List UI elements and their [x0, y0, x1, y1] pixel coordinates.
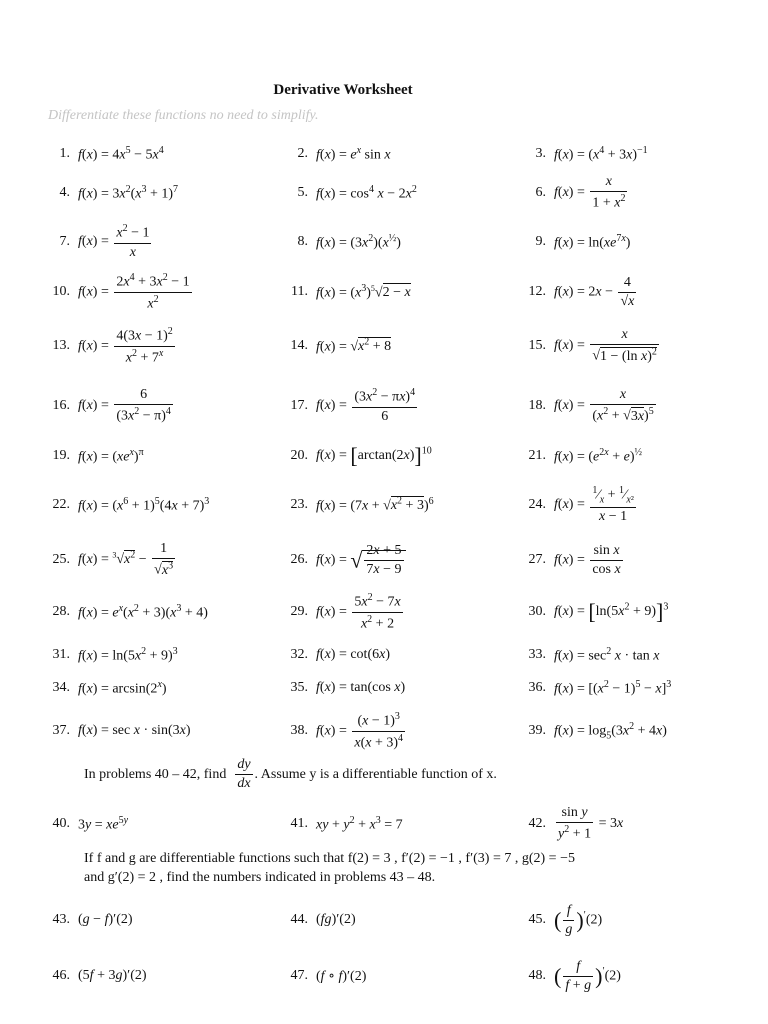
- problem-expression: f(x) = $\frac{4(3x - 1)^2}{x^2 + 7^x}$: [78, 325, 173, 366]
- problem-41: 41. xy + $y^2 + x^3 = 7$: [290, 814, 403, 833]
- problem-1: 1. $f(x) = 4x^5 - 5x^4$: [59, 144, 164, 163]
- problem-expression: $f(x) = (xe^x)^\pi$: [78, 446, 144, 465]
- problem-40: 40. $3y = xe^{5y}$: [52, 814, 129, 833]
- problem-expression: $f(x) = 3x^2(x^3 + 1)^7$: [78, 183, 179, 202]
- problem-39: 39. $f(x) = \log_5(3x^2 + 4x)$: [528, 720, 667, 742]
- problem-33: 33. $f(x) = \sec^2 x \cdot \tan x$: [528, 645, 660, 664]
- problem-7: 7. f(x) = $\frac{x^2 - 1}{x}$: [40, 222, 153, 262]
- problem-expression: $3y = xe^{5y}$: [78, 814, 129, 833]
- problem-expression: $f(x) = e^x(x^2 + 3)(x^3 + 4)$: [78, 602, 208, 621]
- problem-expression: $f(x) = [(x^2 - 1)^5 - x]^3$: [554, 678, 672, 697]
- problem-6: 6. f(x) = $\frac{x}{1 + x^2}$: [516, 173, 629, 213]
- problem-20: 20. $f(x) = [\arctan(2x)]^{10}$: [290, 443, 432, 468]
- problem-45: 45. ( $\frac{f}{g}$ )′(2): [528, 902, 603, 937]
- problem-expression: $f(x) = \sec^2 x \cdot \tan x$: [554, 645, 660, 664]
- problem-expression: f(x) = 2x − $\frac{4}{√x}$: [554, 274, 635, 309]
- problem-expression: $f(x) = e^x$ sin x: [316, 144, 391, 163]
- problem-34: 34. $f(x) = \arcsin(2^x)$: [52, 678, 167, 697]
- given-values-line-2: and g′(2) = 2 , find the numbers indicated in problems 43 – 48.: [84, 870, 436, 885]
- problem-expression: $f(x) = \arcsin(2^x)$: [78, 678, 167, 697]
- problem-expression: f(x) = $\frac{(x - 1)^3}{x(x + 3)^4}$: [316, 710, 404, 751]
- given-values-line-1: If f and g are differentiable functions such that f(2) = 3 , f′(2) = −1 , f′(3) = 7 , g(2) = −5: [84, 851, 575, 866]
- problem-30: 30. $f(x) = [\ln(5x^2 + 9)]^3$: [528, 599, 669, 624]
- problem-expression: f(x) = √ $\frac{2x + 5}{7x - 9}$: [316, 543, 406, 578]
- problem-27: 27. f(x) = $\frac{\text{sin x}}{\text{cos x}}$: [516, 540, 625, 580]
- problem-expression: (g − f)′(2): [78, 912, 133, 927]
- problem-36: 36. $f(x) = [(x^2 - 1)^5 - x]^3$: [528, 678, 672, 697]
- problem-14: 14. $f(x) = √x^2 + 8$: [290, 336, 392, 355]
- problem-expression: (f ∘ f)′(2): [316, 968, 367, 984]
- problem-19: 19. $f(x) = (xe^x)^\pi$: [52, 446, 144, 465]
- problem-expression: ( $\frac{f}{g}$ )′(2): [554, 902, 603, 937]
- problem-expression: $f(x) = \cos^4 x - 2x^2$: [316, 183, 417, 202]
- problem-expression: f(x) = $\frac{(3x^2 - \pi x)^4}{6}$: [316, 387, 416, 424]
- problem-29: 29. f(x) = $\frac{5x^2 - 7x}{x^2 + 2}$: [278, 592, 405, 632]
- problem-17: 17. f(x) = $\frac{(3x^2 - \pi x)^4}{6}$: [278, 386, 419, 426]
- problem-5: 5. $f(x) = \cos^4 x - 2x^2$: [297, 183, 417, 202]
- problem-expression: f(x) = $\frac{x}{√1 - (\ln x)^2}$: [554, 327, 657, 364]
- problem-expression: $f(x) = (e^{2x} + e)^{\frac{1}{2}}$: [554, 446, 642, 465]
- problem-expression: f(x) = $\frac{\text{sin x}}{\text{cos x}}$: [554, 542, 621, 577]
- problem-expression: f(x) = tan(cos x): [316, 680, 406, 695]
- problem-26: 26. f(x) = √ $\frac{2x + 5}{7x - 9}$: [278, 540, 406, 580]
- problem-18: 18. f(x) = $\frac{x}{(x^2 + √3x)^5}$: [516, 386, 658, 426]
- problem-46: 46. (5f + 3g)′(2): [52, 968, 147, 983]
- problem-expression: f(x) = $\frac{2x^4 + 3x^2 - 1}{x^2}$: [78, 271, 190, 312]
- problem-13: 13. f(x) = $\frac{4(3x - 1)^2}{x^2 + 7^x}$: [40, 326, 177, 366]
- problem-44: 44. (fg)′(2): [290, 912, 356, 927]
- problem-expression: (fg)′(2): [316, 912, 356, 927]
- problem-expression: $f(x) = (x^3)^5√2 - x$: [316, 282, 411, 301]
- problem-11: 11. $f(x) = (x^3)^5√2 - x$: [291, 282, 411, 301]
- problem-expression: $f(x) = √x^2 + 8$: [316, 336, 392, 355]
- problem-expression: $f(x) = (x^4 + 3x)^{-1}$: [554, 144, 648, 163]
- problem-35: 35. f(x) = tan(cos x): [290, 680, 406, 695]
- problem-16: 16. f(x) = $\frac{6}{(3x^2 - \pi)^4}$: [40, 386, 175, 426]
- problem-expression: (5f + 3g)′(2): [78, 968, 147, 983]
- problem-expression: f(x) = $\frac{^1⁄_x + ^1⁄_{x^2}}{x - 1}$: [554, 485, 634, 524]
- problem-43: 43. (g − f)′(2): [52, 912, 133, 927]
- implicit-instructions: In problems 40 – 42, find dy dx . Assume y is a differentiable function of x.: [84, 757, 497, 791]
- problem-expression: $f(x) = [\arctan(2x)]^{10}$: [316, 443, 432, 468]
- problem-expression: $f(x) = \ln(5x^2 + 9)^3$: [78, 645, 178, 664]
- problem-expression: $\frac{\text{sin y}}{y^2 + 1}$ = 3x: [558, 805, 624, 842]
- problem-expression: xy + $y^2 + x^3 = 7$: [316, 814, 403, 833]
- problem-expression: $f(x) = 4x^5 - 5x^4$: [78, 144, 164, 163]
- problem-expression: $f(x) = (3x^2)(x^{\frac{1}{2}})$: [316, 232, 401, 251]
- problem-expression: f(x) = $\frac{x}{(x^2 + √3x)^5}$: [554, 387, 654, 424]
- page-title: Derivative Worksheet: [273, 82, 413, 98]
- problem-3: 3. $f(x) = (x^4 + 3x)^{-1}$: [535, 144, 648, 163]
- problem-24: 24. f(x) = $\frac{^1⁄_x + ^1⁄_{x^2}}{x - 1}$: [516, 485, 638, 525]
- problem-47: 47. (f ∘ f)′(2): [290, 968, 367, 984]
- problem-4: 4. $f(x) = 3x^2(x^3 + 1)^7$: [59, 183, 179, 202]
- problem-expression: $f(x) = \log_5(3x^2 + 4x)$: [554, 720, 667, 742]
- problem-32: 32. f(x) = cot(6x): [290, 647, 390, 662]
- problem-38: 38. f(x) = $\frac{(x - 1)^3}{x(x + 3)^4}$: [278, 711, 407, 751]
- problem-42: 42. $\frac{\text{sin y}}{y^2 + 1}$ = 3x: [528, 805, 624, 842]
- problem-15: 15. f(x) = $\frac{x}{√1 - (\ln x)^2}$: [516, 326, 661, 366]
- problem-21: 21. $f(x) = (e^{2x} + e)^{\frac{1}{2}}$: [528, 446, 642, 465]
- problem-expression: $f(x) = (7x + √x^2 + 3)^6$: [316, 495, 434, 514]
- problem-12: 12. f(x) = 2x − $\frac{4}{√x}$: [516, 272, 638, 312]
- problem-expression: f(x) = sec x · sin(3x): [78, 723, 191, 738]
- problem-expression: $f(x) = \ln(xe^{7x})$: [554, 232, 631, 251]
- problem-expression: f(x) = $\frac{5x^2 - 7x}{x^2 + 2}$: [316, 591, 401, 632]
- problem-expression: $f(x) = ^3√x^2$ − $\frac{1}{√x^3}$: [78, 541, 174, 578]
- problem-expression: f(x) = $\frac{x^2 - 1}{x}$: [78, 223, 150, 260]
- problem-2: 2. $f(x) = e^x$ sin x: [297, 144, 391, 163]
- problem-22: 22. $f(x) = (x^6 + 1)^5(4x + 7)^3$: [52, 495, 210, 514]
- problem-37: 37. f(x) = sec x · sin(3x): [52, 723, 191, 738]
- problem-9: 9. $f(x) = \ln(xe^{7x})$: [535, 232, 631, 251]
- problem-28: 28. $f(x) = e^x(x^2 + 3)(x^3 + 4)$: [52, 602, 208, 621]
- problem-48: 48. ( $\frac{f}{f + g}$ )′(2): [528, 958, 621, 993]
- instructions: Differentiate these functions no need to simplify.: [48, 108, 319, 123]
- problem-expression: ( $\frac{f}{f + g}$ )′(2): [554, 958, 621, 993]
- problem-expression: f(x) = cot(6x): [316, 647, 390, 662]
- problem-expression: $f(x) = [\ln(5x^2 + 9)]^3$: [554, 599, 669, 624]
- problem-31: 31. $f(x) = \ln(5x^2 + 9)^3$: [52, 645, 178, 664]
- problem-8: 8. $f(x) = (3x^2)(x^{\frac{1}{2}})$: [297, 232, 401, 251]
- problem-expression: f(x) = $\frac{6}{(3x^2 - \pi)^4}$: [78, 387, 171, 424]
- problem-25: 25. $f(x) = ^3√x^2$ − $\frac{1}{√x^3}$: [40, 540, 177, 580]
- problem-expression: $f(x) = (x^6 + 1)^5(4x + 7)^3$: [78, 495, 210, 514]
- problem-expression: f(x) = $\frac{x}{1 + x^2}$: [554, 174, 626, 211]
- problem-10: 10. f(x) = $\frac{2x^4 + 3x^2 - 1}{x^2}$: [40, 272, 194, 312]
- problem-23: 23. $f(x) = (7x + √x^2 + 3)^6$: [290, 495, 434, 514]
